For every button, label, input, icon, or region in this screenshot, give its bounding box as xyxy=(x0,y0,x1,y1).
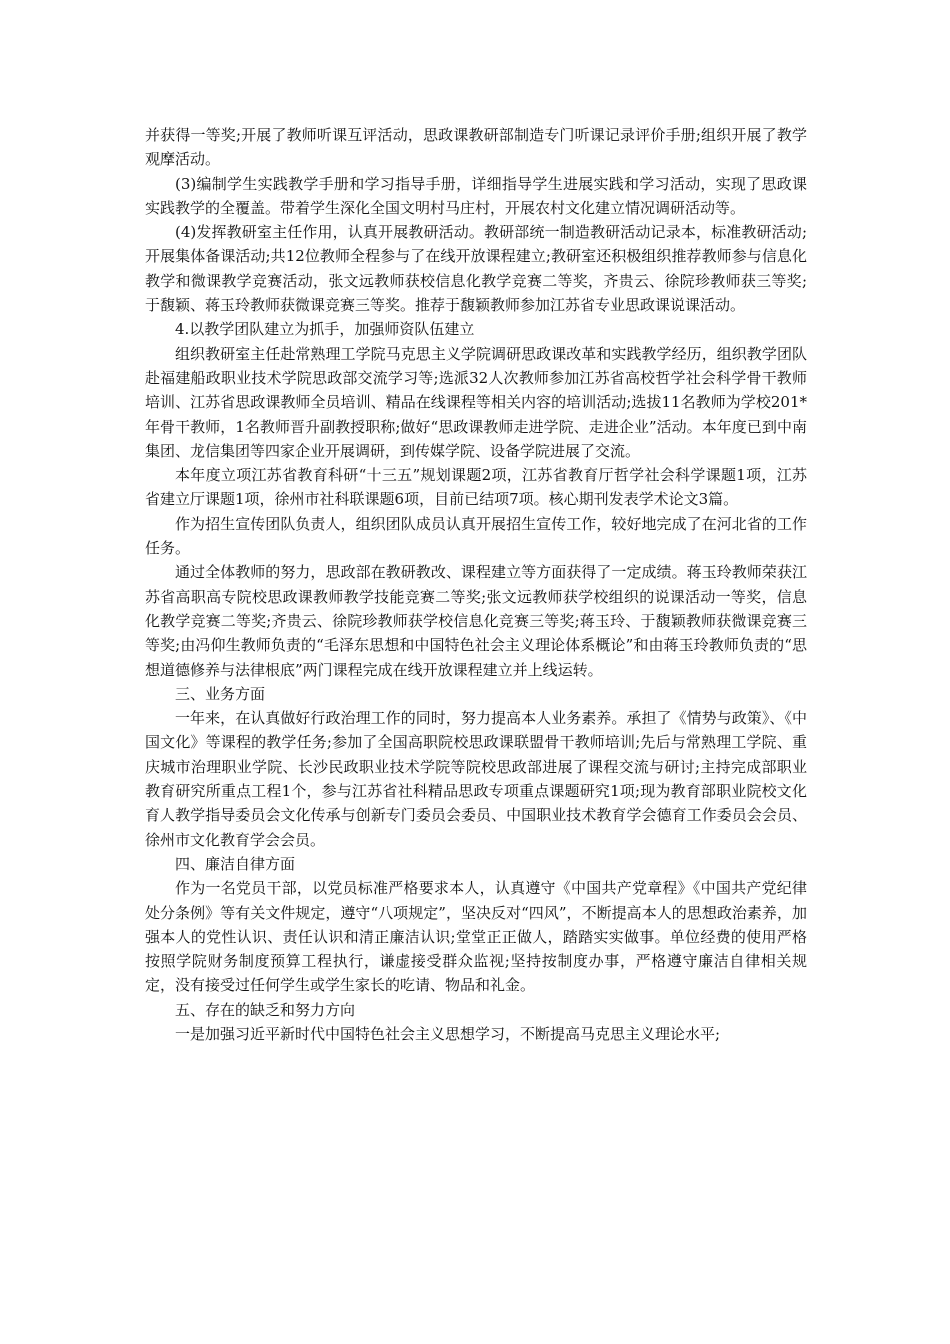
paragraph-3: (4)发挥教研室主任作用，认真开展教研活动。教研部统一制造教研活动记录本，标准教研活动;开展集体备课活动;共12位教师全程参与了在线开放课程建立;教研室还积极组织推荐教师参与信息化教学和微课教学竞赛活动，张文远教师获校信息化教学竞赛二等奖，齐贵云、徐院珍教师获三等奖;于馥颖、蒋玉玲教师获微课竞赛三等奖。推荐于馥颖教师参加江苏省专业思政课说课活动。 xyxy=(145,223,807,315)
section-heading-integrity: 四、廉洁自律方面 xyxy=(175,854,296,873)
document-page xyxy=(145,123,807,1046)
paragraph-2: (3)编制学生实践教学手册和学习指导手册，详细指导学生进展实践和学习活动，实现了思政课实践教学的全覆盖。带着学生深化全国文明村马庄村，开展农村文化建立情况调研活动等。 xyxy=(145,174,807,217)
paragraph-14: 一是加强习近平新时代中国特色社会主义思想学习，不断提高马克思主义理论水平; xyxy=(175,1024,721,1043)
paragraph-10: 一年来，在认真做好行政治理工作的同时，努力提高本人业务素养。承担了《情势与政策》、《中国文化》等课程的教学任务;参加了全国高职院校思政课联盟骨干教师培训;先后与常熟理工学院、重庆城市治理职业学院、长沙民政职业技术学院等院校思政部进展了课程交流与研讨;主持完成部职业教育研究所重点工程1个，参与江苏省社科精品思政专项重点课题研究1项;现为教育部职业院校文化育人教学指导委员会文化传承与创新专门委员会委员、中国职业技术教育学会德育工作委员会会员、徐州市文化教育学会会员。 xyxy=(145,709,807,849)
paragraph-5: 组织教研室主任赴常熟理工学院马克思主义学院调研思政课改革和实践教学经历，组织教学团队赴福建船政职业技术学院思政部交流学习等;选派32人次教师参加江苏省高校哲学社会科学骨干教师培训、江苏省思政课教师全员培训、精品在线课程等相关内容的培训活动;选拔11名教师为学校201*年骨干教师，1名教师晋升副教授职称;做好“思政课教师走进学院、走进企业”活动。本年度已到中南集团、龙信集团等四家企业开展调研，到传媒学院、设备学院进展了交流。 xyxy=(145,344,807,460)
paragraph-7: 作为招生宣传团队负责人，组织团队成员认真开展招生宣传工作，较好地完成了在河北省的工作任务。 xyxy=(145,514,807,558)
section-heading-4: 4.以教学团队建立为抓手，加强师资队伍建立 xyxy=(175,320,475,339)
section-heading-shortcomings: 五、存在的缺乏和努力方向 xyxy=(175,1000,356,1019)
paragraph-1: 并获得一等奖;开展了教师听课互评活动，思政课教研部制造专门听课记录评价手册;组织开展了教学观摩活动。 xyxy=(145,126,807,169)
paragraph-8: 通过全体教师的努力，思政部在教研教改、课程建立等方面获得了一定成绩。蒋玉玲教师荣获江苏省高职高专院校思政课教师教学技能竞赛二等奖;张文远教师获学校组织的说课活动一等奖，信息化教学竞赛二等奖;齐贵云、徐院珍教师获学校信息化竞赛三等奖;蒋玉玲、于馥颖教师获微课竞赛三等奖;由冯仰生教师负责的“毛泽东思想和中国特色社会主义理论体系概论”和由蒋玉玲教师负责的“思想道德修养与法律根底”两门课程完成在线开放课程建立并上线运转。 xyxy=(145,563,807,679)
paragraph-12: 作为一名党员干部，以党员标准严格要求本人，认真遵守《中国共产党章程》《中国共产党纪律处分条例》等有关文件规定，遵守“八项规定”，坚决反对“四风”，不断提高本人的思想政治素养，加强本人的党性认识、责任认识和清正廉洁认识;堂堂正正做人，踏踏实实做事。单位经费的使用严格按照学院财务制度预算工程执行，谦虚接受群众监视;坚持按制度办事，严格遵守廉洁自律相关规定，没有接受过任何学生或学生家长的吃请、物品和礼金。 xyxy=(145,879,807,995)
section-heading-business: 三、业务方面 xyxy=(175,684,266,703)
paragraph-6: 本年度立项江苏省教育科研“十三五”规划课题2项，江苏省教育厅哲学社会科学课题1项，江苏省建立厅课题1项，徐州市社科联课题6项，目前已结项7项。核心期刊发表学术论文3篇。 xyxy=(145,466,807,509)
